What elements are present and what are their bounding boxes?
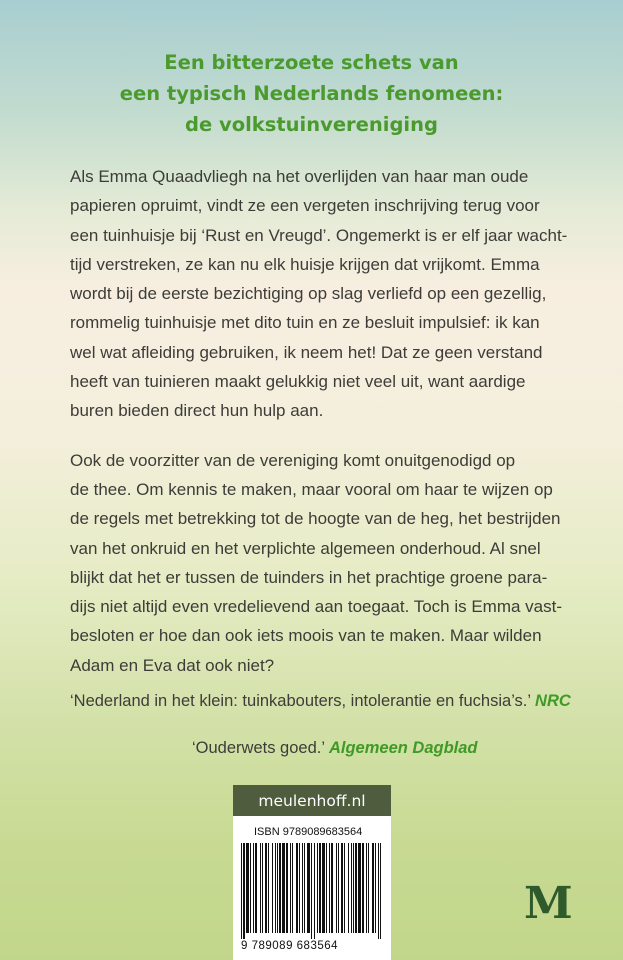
publisher-logo: M	[524, 878, 573, 929]
headline-line: een typisch Nederlands fenomeen:	[119, 82, 504, 105]
blurb	[70, 162, 570, 680]
quote-source: NRC	[535, 692, 571, 710]
blurb-line: de thee. Om kennis te maken, maar vooral om haar te wijzen op	[70, 479, 553, 499]
quote-text: ‘Ouderwets goed.’	[192, 739, 329, 757]
blurb-line: Adam en Eva dat ook niet?	[70, 655, 275, 675]
blurb-line: tijd verstreken, ze kan nu elk huisje krijgen dat vrijkomt. Emma	[70, 254, 540, 274]
blurb-line: papieren opruimt, vindt ze een vergeten inschrijving terug voor	[70, 196, 540, 216]
blurb-paragraph-1	[70, 162, 570, 426]
headline-line: de volkstuinvereniging	[185, 113, 438, 136]
blurb-line: besloten er hoe dan ook iets moois van te maken. Maar wilden	[70, 626, 542, 646]
isbn-label: ISBN 9789089683564	[254, 826, 363, 838]
blurb-line: de regels met betrekking tot de hoogte van de heg, het bestrijden	[70, 509, 561, 529]
blurb-line: rommelig tuinhuisje met dito tuin en ze besluit impulsief: ik kan	[70, 313, 540, 333]
blurb-line: Als Emma Quaadvliegh na het overlijden van haar man oude	[70, 167, 529, 186]
isbn-digits: 9 789089 683564	[241, 940, 339, 952]
blurb-paragraph-2	[70, 446, 570, 680]
quote-nrc	[70, 692, 571, 711]
publisher-website: meulenhoff.nl	[233, 785, 391, 816]
blurb-line: heeft van tuinieren maakt gelukkig niet veel uit, want aardige	[70, 372, 526, 392]
blurb-line: van het onkruid en het verplichte algemeen onderhoud. Al snel	[70, 538, 541, 558]
blurb-line: wordt bij de eerste bezichtiging op slag verliefd op een gezellig,	[70, 284, 547, 304]
headline	[0, 47, 623, 140]
blurb-line: dijs niet altijd even vredelievend aan toegaat. Toch is Emma vast-	[70, 597, 563, 617]
blurb-line: Ook de voorzitter van de vereniging komt onuitgenodigd op	[70, 450, 516, 470]
blurb-line: buren bieden direct hun hulp aan.	[70, 401, 324, 421]
quote-ad	[192, 739, 478, 758]
blurb-line: een tuinhuisje bij ‘Rust en Vreugd’. Ongemerkt is er elf jaar wacht-	[70, 225, 568, 245]
barcode-image	[239, 843, 385, 939]
blurb-line: blijkt dat het er tussen de tuinders in het prachtige groene para-	[70, 567, 548, 587]
quote-source: Algemeen Dagblad	[328, 739, 478, 757]
headline-line: Een bitterzoete schets van	[164, 51, 459, 74]
barcode-panel	[233, 816, 391, 960]
blurb-line: wel wat afleiding gebruiken, ik neem het! Dat ze geen verstand	[70, 342, 543, 362]
quote-text: ‘Nederland in het klein: tuinkabouters, intolerantie en fuchsia’s.’	[70, 692, 536, 710]
